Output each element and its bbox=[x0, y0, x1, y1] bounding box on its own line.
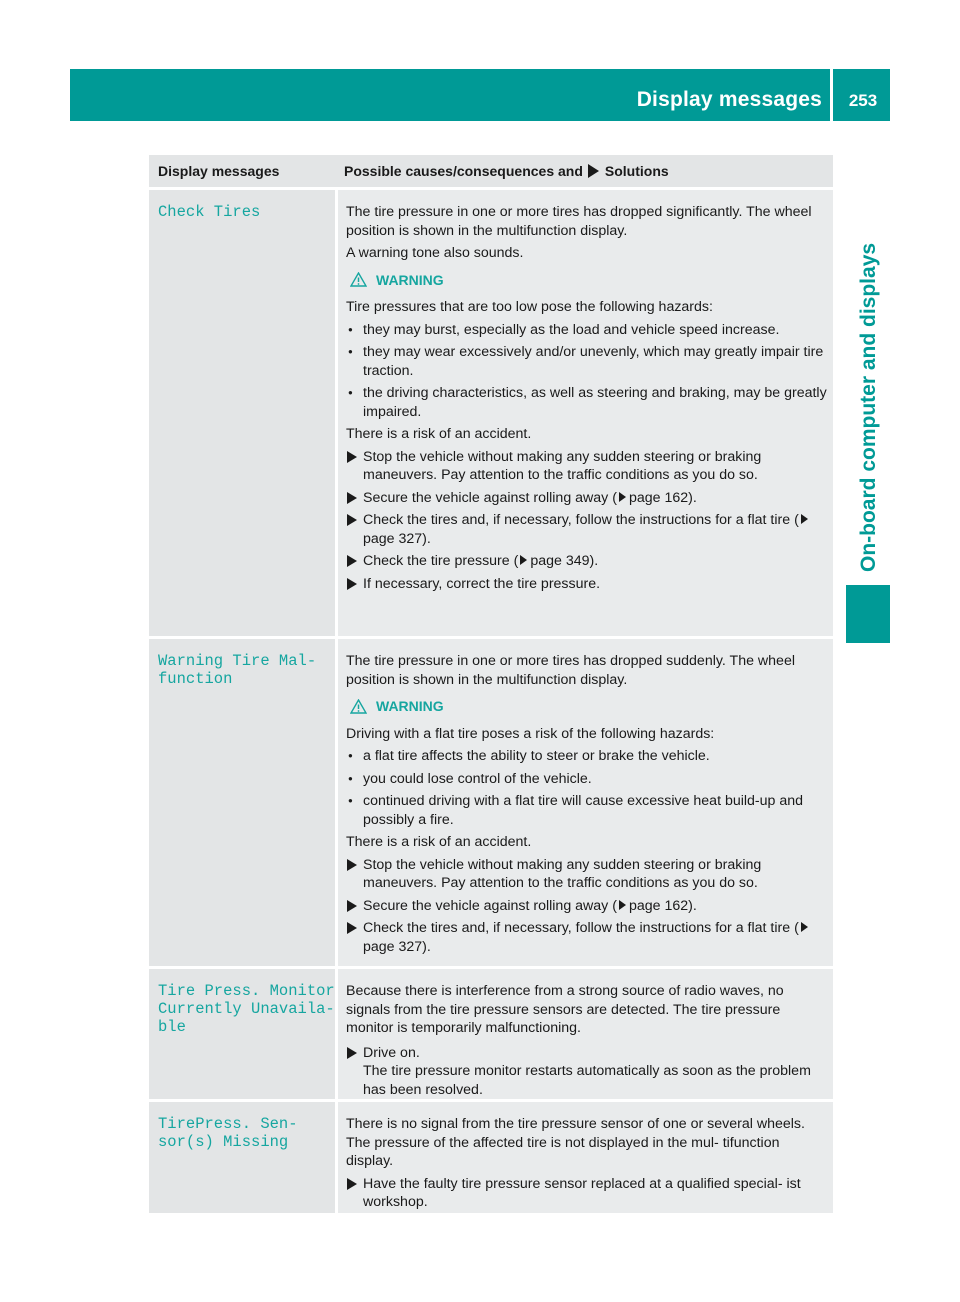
warning-label bbox=[350, 697, 827, 716]
risk-text: There is a risk of an accident. bbox=[346, 426, 532, 442]
warning-text: WARNING bbox=[376, 698, 444, 714]
hazard-item: ● they may wear excessively and/or unevenly, which may greatly impair tire traction. bbox=[346, 343, 827, 380]
action-step: Stop the vehicle without making any sudden steering or braking maneuvers. Pay attention to the traffic conditions as you do so. bbox=[346, 856, 827, 893]
hazard-item: ● a flat tire affects the ability to steer or brake the vehicle. bbox=[346, 747, 827, 766]
risk-text: There is a risk of an accident. bbox=[346, 834, 532, 850]
description-cell bbox=[338, 1102, 833, 1213]
description-text: Because there is interference from a strong source of radio waves, no signals from the tire pressure sensors are detected. The tire pressure monitor is temporarily malfunctioning. bbox=[346, 983, 784, 1036]
hazard-intro: Tire pressures that are too low pose the following hazards: bbox=[346, 299, 713, 315]
table-row bbox=[149, 639, 833, 966]
side-tab-block bbox=[846, 585, 890, 643]
display-messages-table bbox=[149, 155, 833, 1216]
description-cell bbox=[338, 190, 833, 636]
col-header-messages: Display messages bbox=[158, 163, 280, 179]
action-step: If necessary, correct the tire pressure. bbox=[346, 575, 827, 594]
message-cell bbox=[149, 190, 335, 636]
page-ref-icon bbox=[520, 555, 527, 565]
description-cell bbox=[338, 969, 833, 1099]
action-step: Check the tires and, if necessary, follow the instructions for a flat tire (page 327). bbox=[346, 919, 827, 956]
action-step: Drive on. The tire pressure monitor restarts automatically as soon as the problem has been resolved. bbox=[346, 1044, 827, 1100]
page-number: 253 bbox=[848, 91, 878, 110]
warning-label bbox=[350, 271, 827, 290]
col-header-causes bbox=[335, 155, 833, 187]
warning-triangle-icon bbox=[350, 272, 367, 287]
action-step: Secure the vehicle against rolling away ( page 162). bbox=[346, 489, 827, 508]
description-text: The tire pressure in one or more tires has dropped suddenly. The wheel position is shown in the multifunction display. bbox=[346, 653, 795, 688]
header-title: Display messages bbox=[636, 88, 822, 111]
warning-triangle-icon bbox=[350, 699, 367, 714]
display-message: TirePress. Sen‐ bbox=[158, 1115, 298, 1133]
header-divider bbox=[830, 69, 833, 121]
page-ref-icon bbox=[801, 514, 808, 524]
table-row bbox=[149, 969, 833, 1099]
display-message: Check Tires bbox=[158, 203, 261, 221]
description-text: The tire pressure in one or more tires has dropped significantly. The wheel position is shown in the multifunction display. bbox=[346, 204, 812, 239]
table-row bbox=[149, 1102, 833, 1213]
message-cell bbox=[149, 969, 335, 1099]
description-text: There is no signal from the tire pressure sensor of one or several wheels. The pressure of the affected tire is not displayed in the mul‐ tifunction display. bbox=[346, 1116, 805, 1169]
warning-text: WARNING bbox=[376, 271, 444, 288]
col-header-causes-text: Possible causes/consequences and bbox=[344, 163, 583, 179]
action-step: Secure the vehicle against rolling away ( page 162). bbox=[346, 897, 827, 916]
page-header bbox=[70, 69, 890, 121]
display-message: Currently Unavaila‐ bbox=[158, 1000, 335, 1018]
action-step: Check the tire pressure ( page 349). bbox=[346, 552, 827, 571]
display-message: Tire Press. Monitor bbox=[158, 982, 335, 1000]
hazard-intro: Driving with a flat tire poses a risk of the following hazards: bbox=[346, 725, 715, 742]
display-message: function bbox=[158, 670, 233, 688]
hazard-item: ● they may burst, especially as the load and vehicle speed increase. bbox=[346, 321, 827, 340]
action-step: Have the faulty tire pressure sensor replaced at a qualified special‐ ist workshop. bbox=[346, 1175, 827, 1212]
display-message: Warning Tire Mal‐ bbox=[158, 652, 317, 670]
page-ref-icon bbox=[801, 922, 808, 932]
action-step: Check the tires and, if necessary, follow the instructions for a flat tire (page 327). bbox=[346, 511, 827, 548]
display-message: ble bbox=[158, 1018, 186, 1036]
side-tab-label: On-board computer and displays bbox=[857, 242, 880, 572]
solution-arrow-icon bbox=[588, 164, 599, 178]
page-ref-icon bbox=[619, 900, 626, 910]
message-cell bbox=[149, 1102, 335, 1213]
hazard-item: ● the driving characteristics, as well as steering and braking, may be greatly impaired. bbox=[346, 384, 827, 421]
hazard-item: ● you could lose control of the vehicle. bbox=[346, 770, 827, 789]
page-ref-icon bbox=[619, 492, 626, 502]
hazard-item: ● continued driving with a flat tire will cause excessive heat build-up and possibly a fire. bbox=[346, 792, 827, 829]
message-cell bbox=[149, 639, 335, 966]
table-row bbox=[149, 190, 833, 636]
description-text: A warning tone also sounds. bbox=[346, 245, 524, 261]
description-cell bbox=[338, 639, 833, 966]
col-header-solutions-text: Solutions bbox=[604, 163, 669, 179]
action-step: Stop the vehicle without making any sudden steering or braking maneuvers. Pay attention to the traffic conditions as you do so. bbox=[346, 448, 827, 485]
table-header bbox=[149, 155, 833, 187]
display-message: sor(s) Missing bbox=[158, 1133, 289, 1151]
